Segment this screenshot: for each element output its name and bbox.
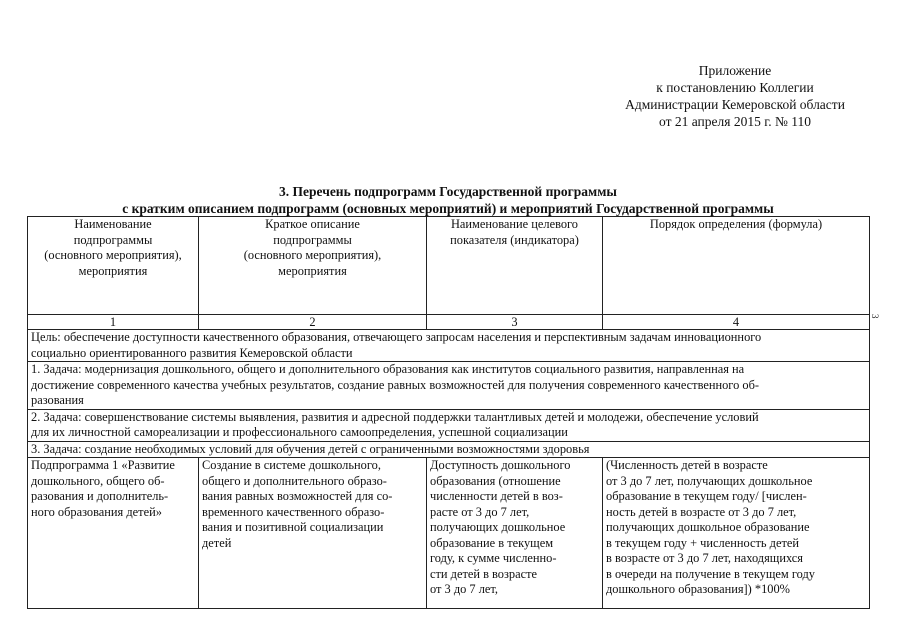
column-number-row	[28, 315, 870, 330]
column-number-1: 1	[28, 315, 199, 330]
subprogram-name-cell: Подпрограмма 1 «Развитие дошкольного, общего об- разования и дополнитель- ного образования детей»	[28, 458, 199, 609]
task-1-row	[28, 362, 870, 410]
appendix-line-1: Приложение	[698, 63, 772, 78]
subprograms-table	[27, 216, 870, 609]
appendix-line-4: от 21 апреля 2015 г. № 110	[659, 114, 811, 129]
header-cell-name: Наименование подпрограммы (основного мероприятия), мероприятия	[28, 217, 199, 315]
header-cell-formula: Порядок определения (формула)	[603, 217, 870, 315]
table-header-row	[28, 217, 870, 315]
header-cell-indicator: Наименование целевого показателя (индикатора)	[427, 217, 603, 315]
column-number-3: 3	[427, 315, 603, 330]
task-3-text: 3. Задача: создание необходимых условий для обучения детей с ограниченными возможностями здоровья	[28, 441, 870, 458]
column-number-4: 4	[603, 315, 870, 330]
appendix-block	[600, 62, 870, 130]
task-2-row	[28, 409, 870, 441]
table-row	[28, 458, 870, 609]
document-title-line-1: 3. Перечень подпрограмм Государственной программы	[279, 184, 617, 199]
document-title-line-2: с кратким описанием подпрограмм (основных мероприятий) и мероприятий Государственной программы	[122, 201, 774, 216]
subprogram-description-cell: Создание в системе дошкольного, общего и дополнительного образо- вания равных возможностей для со- временного качественного образо- вания и позитивной социализации детей	[199, 458, 427, 609]
column-number-2: 2	[199, 315, 427, 330]
header-cell-description: Краткое описание подпрограммы (основного мероприятия), мероприятия	[199, 217, 427, 315]
indicator-name-cell: Доступность дошкольного образования (отношение численности детей в воз- расте от 3 до 7 лет, получающих дошкольное образование в текущем году, к сумме численно- сти детей в возрасте от 3 до 7 лет,	[427, 458, 603, 609]
page-number: 3	[870, 314, 880, 319]
task-1-text: 1. Задача: модернизация дошкольного, общего и дополнительного образования как институтов социального развития, направленная на достижение современного качества учебных результатов, создание равных возможностей для получения современного качественного об- разования	[28, 362, 870, 410]
goal-row	[28, 330, 870, 362]
formula-cell: (Численность детей в возрасте от 3 до 7 лет, получающих дошкольное образование в текущем году/ [числен- ность детей в возрасте от 3 до 7 лет, получающих дошкольное образование в текущем году + численность детей в возрасте от 3 до 7 лет, находящихся в очереди на получение в текущем году дошкольного образования]) *100%	[603, 458, 870, 609]
task-2-text: 2. Задача: совершенствование системы выявления, развития и адресной поддержки талантливых детей и молодежи, обеспечение условий для их личностной самореализации и профессионального самоопределения, успешной социализации	[28, 409, 870, 441]
appendix-line-2: к постановлению Коллегии	[656, 80, 814, 95]
task-3-row	[28, 441, 870, 458]
goal-text: Цель: обеспечение доступности качественного образования, отвечающего запросам населения и перспективным задачам инновационного социально ориентированного развития Кемеровской области	[28, 330, 870, 362]
appendix-line-3: Администрации Кемеровской области	[625, 97, 845, 112]
